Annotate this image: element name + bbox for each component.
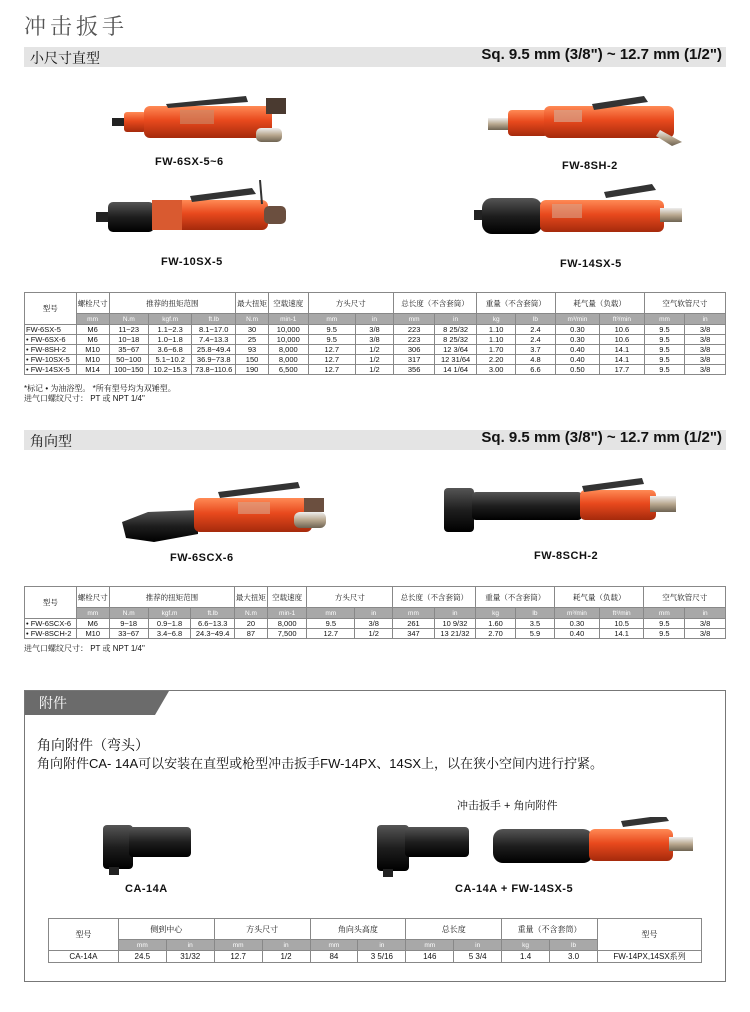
table-row bbox=[25, 335, 726, 345]
unit-cell: ft.lb bbox=[192, 314, 236, 325]
table-cell: 0.9~1.8 bbox=[148, 619, 191, 629]
table-cell: 5 3/4 bbox=[454, 951, 502, 963]
header-length: 总长度（不含套筒） bbox=[393, 587, 476, 608]
table-cell: 8.1~17.0 bbox=[192, 325, 236, 335]
table-note: *标记 • 为油浴型。 *所有型号均为双锤型。 bbox=[24, 384, 176, 393]
table-cell: 3.5 bbox=[515, 619, 554, 629]
header-square-drive: 方头尺寸 bbox=[214, 919, 310, 940]
unit-cell: kgf.m bbox=[148, 608, 191, 619]
table-cell: 1/2 bbox=[356, 355, 394, 365]
table-cell: 87 bbox=[234, 629, 267, 639]
table-cell: 10~18 bbox=[109, 335, 148, 345]
unit-cell: kgf.m bbox=[148, 314, 191, 325]
tool-image-fw-8sch bbox=[442, 478, 682, 540]
table-cell: 1.0~1.8 bbox=[148, 335, 191, 345]
unit-cell: kg bbox=[476, 608, 515, 619]
table-cell: 0.30 bbox=[555, 325, 600, 335]
table-cell: 17.7 bbox=[600, 365, 645, 375]
table-cell: 223 bbox=[394, 325, 435, 335]
section-range: Sq. 9.5 mm (3/8") ~ 12.7 mm (1/2") bbox=[481, 429, 722, 446]
table-cell: 9~18 bbox=[109, 619, 148, 629]
header-speed: 空载速度 bbox=[269, 293, 308, 314]
table-cell: 2.4 bbox=[516, 335, 555, 345]
table-cell: 6.6 bbox=[516, 365, 555, 375]
table-cell: 3/8 bbox=[685, 335, 726, 345]
table-row bbox=[25, 365, 726, 375]
table-cell: 33~67 bbox=[109, 629, 148, 639]
table-cell: 5.1~10.2 bbox=[148, 355, 191, 365]
unit-cell: in bbox=[434, 608, 476, 619]
table-cell: 7,500 bbox=[267, 629, 306, 639]
unit-cell: ft³/min bbox=[600, 314, 645, 325]
table-cell: 223 bbox=[394, 335, 435, 345]
table-cell: 12.7 bbox=[308, 345, 356, 355]
spec-table-accessory bbox=[48, 918, 702, 963]
product-caption: CA-14A + FW-14SX-5 bbox=[455, 883, 574, 895]
unit-cell: min-1 bbox=[267, 608, 306, 619]
unit-cell: mm bbox=[394, 314, 435, 325]
header-model: 型号 bbox=[25, 293, 77, 325]
table-cell: 25.8~49.4 bbox=[192, 345, 236, 355]
table-cell: 9.5 bbox=[308, 325, 356, 335]
section-bar-straight bbox=[24, 47, 726, 67]
table-cell: 1/2 bbox=[355, 629, 393, 639]
header-weight: 重量（不含套筒） bbox=[476, 293, 555, 314]
table-cell: 36.9~73.8 bbox=[192, 355, 236, 365]
accessory-heading: 角向附件（弯头） bbox=[37, 737, 149, 753]
header-air: 耗气量（负载） bbox=[555, 587, 644, 608]
table-cell: 25 bbox=[236, 335, 269, 345]
table-cell: 10.6 bbox=[600, 335, 645, 345]
unit-cell: lb bbox=[516, 314, 555, 325]
table-cell: 3.4~6.8 bbox=[148, 629, 191, 639]
table-cell: 14.1 bbox=[600, 345, 645, 355]
model-cell: • FW-10SX-5 bbox=[25, 355, 77, 365]
unit-cell: kg bbox=[502, 940, 550, 951]
header-max-torque: 最大扭矩 bbox=[236, 293, 269, 314]
table-cell: 24.5 bbox=[118, 951, 166, 963]
table-cell: 9.5 bbox=[307, 619, 355, 629]
table-cell: 14 1/64 bbox=[435, 365, 477, 375]
unit-cell: in bbox=[435, 314, 477, 325]
model-cell: • FW-6SCX-6 bbox=[25, 619, 77, 629]
tool-image-fw-8sh bbox=[484, 94, 694, 152]
header-side-center: 侧到中心 bbox=[118, 919, 214, 940]
table-row bbox=[25, 355, 726, 365]
table-cell: 9.5 bbox=[644, 629, 685, 639]
table-cell: 14.1 bbox=[600, 355, 645, 365]
header-weight: 重量（不含套筒） bbox=[502, 919, 598, 940]
table-note: 进气口螺纹尺寸： PT 或 NPT 1/4" bbox=[24, 394, 145, 403]
table-cell: 12.7 bbox=[214, 951, 262, 963]
unit-cell: in bbox=[262, 940, 310, 951]
table-row bbox=[25, 345, 726, 355]
table-cell: 8,000 bbox=[269, 355, 308, 365]
unit-cell: mm bbox=[393, 608, 434, 619]
header-model: 型号 bbox=[25, 587, 77, 619]
unit-cell: mm bbox=[118, 940, 166, 951]
header-length: 总长度 bbox=[406, 919, 502, 940]
table-cell: 11~23 bbox=[109, 325, 148, 335]
header-bolt: 螺栓尺寸 bbox=[76, 587, 109, 608]
table-cell: 5.9 bbox=[515, 629, 554, 639]
table-cell: 8,000 bbox=[267, 619, 306, 629]
table-cell: 4.8 bbox=[516, 355, 555, 365]
header-torque: 推荐的扭矩范围 bbox=[109, 293, 235, 314]
spec-table-straight bbox=[24, 292, 726, 375]
unit-cell: in bbox=[355, 608, 393, 619]
tool-image-fw-6scx bbox=[118, 476, 338, 546]
table-cell: 8 25/32 bbox=[435, 325, 477, 335]
table-cell: 0.40 bbox=[555, 355, 600, 365]
table-cell: 1/2 bbox=[356, 365, 394, 375]
product-caption: FW-8SH-2 bbox=[562, 160, 618, 172]
table-cell: M10 bbox=[76, 355, 109, 365]
header-head-height: 角向头高度 bbox=[310, 919, 406, 940]
product-caption: FW-10SX-5 bbox=[161, 256, 223, 268]
table-cell: 3.00 bbox=[476, 365, 515, 375]
tool-image-ca-14a bbox=[101, 819, 201, 877]
unit-cell: kg bbox=[476, 314, 515, 325]
unit-cell: in bbox=[685, 314, 726, 325]
table-cell: 3/8 bbox=[685, 365, 726, 375]
header-speed: 空载速度 bbox=[267, 587, 306, 608]
accessory-description: 角向附件CA- 14A可以安装在直型或枪型冲击扳手FW-14PX、14SX上，以在狭小空间内进行拧紧。 bbox=[37, 756, 604, 771]
unit-cell: mm bbox=[644, 314, 685, 325]
combo-label: 冲击扳手 + 角向附件 bbox=[457, 800, 558, 812]
tool-image-fw-10sx bbox=[92, 180, 292, 244]
table-cell: 8 25/32 bbox=[435, 335, 477, 345]
model-cell: • FW-8SH-2 bbox=[25, 345, 77, 355]
table-cell: 20 bbox=[234, 619, 267, 629]
table-cell: 150 bbox=[236, 355, 269, 365]
table-cell: 1.10 bbox=[476, 335, 515, 345]
table-cell: 7.4~13.3 bbox=[192, 335, 236, 345]
table-cell: 9.5 bbox=[644, 355, 685, 365]
table-cell: M10 bbox=[76, 629, 109, 639]
table-cell: M6 bbox=[76, 325, 109, 335]
unit-cell: mm bbox=[307, 608, 355, 619]
table-cell: 261 bbox=[393, 619, 434, 629]
model-cell: • FW-14SX-5 bbox=[25, 365, 77, 375]
unit-cell: mm bbox=[406, 940, 454, 951]
table-cell: FW-14PX,14SX系列 bbox=[598, 951, 702, 963]
table-cell: M10 bbox=[76, 345, 109, 355]
tool-image-ca-14a-fw-14sx bbox=[375, 817, 705, 881]
table-cell: 0.40 bbox=[555, 629, 600, 639]
table-cell: 9.5 bbox=[644, 345, 685, 355]
unit-cell: N.m bbox=[109, 314, 148, 325]
header-length: 总长度（不含套筒） bbox=[394, 293, 477, 314]
table-cell: 356 bbox=[394, 365, 435, 375]
model-cell: • FW-6SX-6 bbox=[25, 335, 77, 345]
header-air: 耗气量（负载） bbox=[555, 293, 644, 314]
header-square-drive: 方头尺寸 bbox=[307, 587, 393, 608]
table-cell: 35~67 bbox=[109, 345, 148, 355]
table-cell: 10.5 bbox=[599, 619, 644, 629]
product-caption: FW-14SX-5 bbox=[560, 258, 622, 270]
unit-cell: ft³/min bbox=[599, 608, 644, 619]
unit-cell: m³/min bbox=[555, 608, 600, 619]
unit-cell: mm bbox=[76, 608, 109, 619]
table-cell: 1/2 bbox=[262, 951, 310, 963]
table-cell: 3.7 bbox=[516, 345, 555, 355]
unit-cell: in bbox=[356, 314, 394, 325]
table-cell: 9.5 bbox=[644, 325, 685, 335]
product-caption: FW-6SCX-6 bbox=[170, 552, 234, 564]
table-cell: 190 bbox=[236, 365, 269, 375]
model-cell: FW-6SX-5 bbox=[25, 325, 77, 335]
spec-table-angle bbox=[24, 586, 726, 639]
table-cell: 12.7 bbox=[308, 365, 356, 375]
table-cell: 306 bbox=[394, 345, 435, 355]
unit-cell: mm bbox=[76, 314, 109, 325]
header-torque: 推荐的扭矩范围 bbox=[109, 587, 234, 608]
table-cell: M14 bbox=[76, 365, 109, 375]
table-cell: 146 bbox=[406, 951, 454, 963]
table-cell: 31/32 bbox=[166, 951, 214, 963]
table-cell: 9.5 bbox=[308, 335, 356, 345]
table-cell: 1.1~2.3 bbox=[148, 325, 191, 335]
unit-cell: ft.lb bbox=[191, 608, 234, 619]
table-cell: 100~150 bbox=[109, 365, 148, 375]
table-cell: 3/8 bbox=[685, 355, 726, 365]
header-bolt: 螺栓尺寸 bbox=[76, 293, 109, 314]
table-cell: 1.70 bbox=[476, 345, 515, 355]
unit-cell: N.m bbox=[234, 608, 267, 619]
table-cell: M6 bbox=[76, 619, 109, 629]
table-cell: 0.30 bbox=[555, 335, 600, 345]
table-cell: 14.1 bbox=[599, 629, 644, 639]
header-max-torque: 最大扭矩 bbox=[234, 587, 267, 608]
unit-cell: min-1 bbox=[269, 314, 308, 325]
table-cell: 317 bbox=[394, 355, 435, 365]
table-cell: 10.6 bbox=[600, 325, 645, 335]
tool-image-fw-14sx bbox=[472, 182, 692, 246]
unit-cell: lb bbox=[550, 940, 598, 951]
model-cell: CA-14A bbox=[49, 951, 119, 963]
unit-cell: in bbox=[454, 940, 502, 951]
unit-cell: in bbox=[166, 940, 214, 951]
table-cell: 3/8 bbox=[685, 619, 726, 629]
table-cell: 9.5 bbox=[644, 365, 685, 375]
table-cell: 1.10 bbox=[476, 325, 515, 335]
table-row bbox=[25, 325, 726, 335]
table-note: 进气口螺纹尺寸： PT 或 NPT 1/4" bbox=[24, 644, 145, 653]
header-model: 型号 bbox=[49, 919, 119, 951]
table-cell: 0.30 bbox=[555, 619, 600, 629]
product-caption: FW-8SCH-2 bbox=[534, 550, 599, 562]
unit-cell: mm bbox=[310, 940, 358, 951]
product-caption: CA-14A bbox=[125, 883, 168, 895]
section-bar-angle bbox=[24, 430, 726, 450]
unit-cell: lb bbox=[515, 608, 554, 619]
table-cell: 10,000 bbox=[269, 325, 308, 335]
table-row bbox=[25, 619, 726, 629]
table-row bbox=[49, 951, 702, 963]
table-cell: 9.5 bbox=[644, 619, 685, 629]
table-cell: 24.3~49.4 bbox=[191, 629, 234, 639]
unit-cell: N.m bbox=[109, 608, 148, 619]
table-cell: 3.0 bbox=[550, 951, 598, 963]
table-cell: 30 bbox=[236, 325, 269, 335]
table-cell: M6 bbox=[76, 335, 109, 345]
table-cell: 347 bbox=[393, 629, 434, 639]
unit-cell: m³/min bbox=[555, 314, 600, 325]
table-cell: 84 bbox=[310, 951, 358, 963]
table-cell: 10 9/32 bbox=[434, 619, 476, 629]
table-cell: 3/8 bbox=[355, 619, 393, 629]
table-cell: 1/2 bbox=[356, 345, 394, 355]
table-cell: 1.60 bbox=[476, 619, 515, 629]
section-label: 小尺寸直型 bbox=[30, 50, 100, 66]
table-cell: 93 bbox=[236, 345, 269, 355]
header-square-drive: 方头尺寸 bbox=[308, 293, 394, 314]
table-cell: 3 5/16 bbox=[358, 951, 406, 963]
table-cell: 3/8 bbox=[685, 325, 726, 335]
section-range: Sq. 9.5 mm (3/8") ~ 12.7 mm (1/2") bbox=[481, 46, 722, 63]
table-cell: 10.2~15.3 bbox=[148, 365, 191, 375]
tool-image-fw-6sx bbox=[106, 92, 296, 150]
table-cell: 6,500 bbox=[269, 365, 308, 375]
table-cell: 2.70 bbox=[476, 629, 515, 639]
unit-cell: in bbox=[358, 940, 406, 951]
unit-cell: N.m bbox=[236, 314, 269, 325]
table-cell: 3/8 bbox=[356, 335, 394, 345]
table-cell: 8,000 bbox=[269, 345, 308, 355]
table-cell: 0.50 bbox=[555, 365, 600, 375]
table-cell: 12 3/64 bbox=[435, 345, 477, 355]
table-cell: 3/8 bbox=[685, 629, 726, 639]
table-cell: 2.20 bbox=[476, 355, 515, 365]
accessory-tab: 附件 bbox=[25, 691, 155, 715]
table-cell: 0.40 bbox=[555, 345, 600, 355]
unit-cell: mm bbox=[308, 314, 356, 325]
product-caption: FW-6SX-5~6 bbox=[155, 156, 224, 168]
model-cell: • FW-8SCH-2 bbox=[25, 629, 77, 639]
table-cell: 3.6~6.8 bbox=[148, 345, 191, 355]
table-cell: 12 31/64 bbox=[435, 355, 477, 365]
table-row bbox=[25, 629, 726, 639]
unit-cell: in bbox=[685, 608, 726, 619]
table-cell: 3/8 bbox=[685, 345, 726, 355]
table-cell: 73.8~110.6 bbox=[192, 365, 236, 375]
header-model-compat: 型号 bbox=[598, 919, 702, 951]
table-cell: 1.4 bbox=[502, 951, 550, 963]
table-cell: 50~100 bbox=[109, 355, 148, 365]
header-weight: 重量（不含套筒） bbox=[476, 587, 555, 608]
unit-cell: mm bbox=[644, 608, 685, 619]
table-cell: 12.7 bbox=[307, 629, 355, 639]
table-cell: 13 21/32 bbox=[434, 629, 476, 639]
table-cell: 12.7 bbox=[308, 355, 356, 365]
page-title: 冲击扳手 bbox=[24, 14, 129, 39]
table-cell: 10,000 bbox=[269, 335, 308, 345]
table-cell: 3/8 bbox=[356, 325, 394, 335]
section-label: 角向型 bbox=[30, 433, 72, 449]
header-hose: 空气软管尺寸 bbox=[644, 587, 726, 608]
table-cell: 2.4 bbox=[516, 325, 555, 335]
header-hose: 空气软管尺寸 bbox=[644, 293, 725, 314]
unit-cell: mm bbox=[214, 940, 262, 951]
table-cell: 9.5 bbox=[644, 335, 685, 345]
table-cell: 6.6~13.3 bbox=[191, 619, 234, 629]
